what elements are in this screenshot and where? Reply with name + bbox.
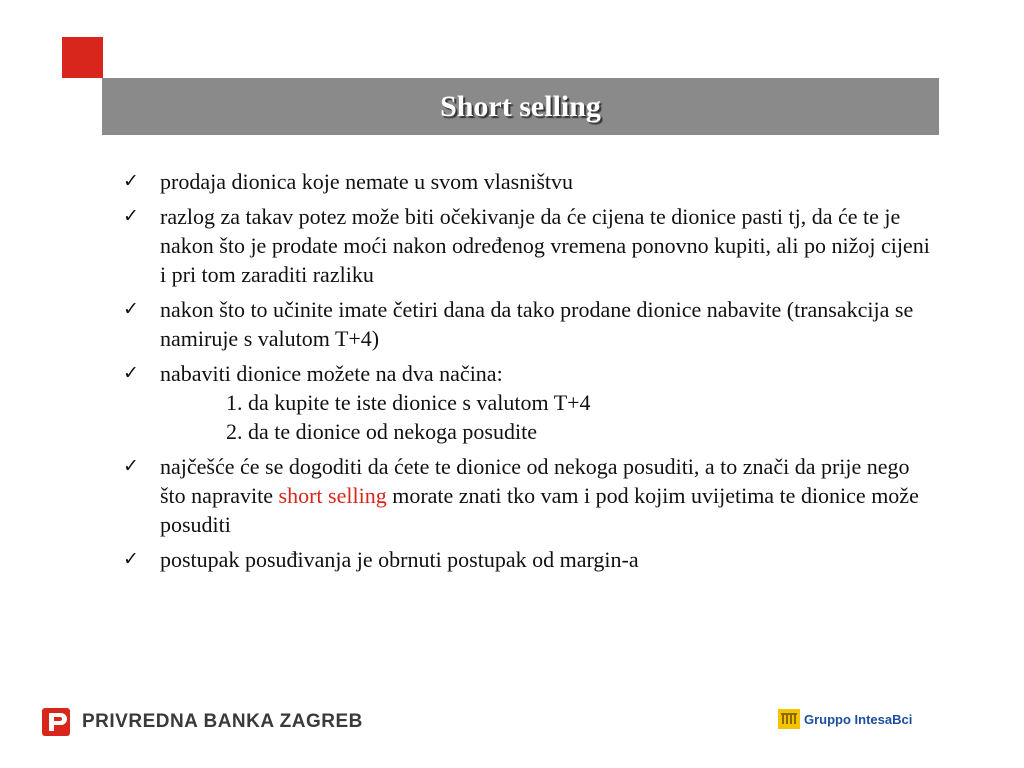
bullet-text: prodaja dionica koje nemate u svom vlasništvu [160,169,574,194]
checkmark-icon: ✓ [123,548,139,570]
bullet-item [120,202,940,289]
bullet-text: postupak posuđivanja je obrnuti postupak od margin-a [160,547,639,572]
intesa-logo-icon [778,709,800,729]
bank-name: PRIVREDNA BANKA ZAGREB [82,711,363,732]
bullet-text-after: morate znati tko vam i pod kojim uvijetima te dionice može posuditi [160,483,919,537]
bullet-item [120,545,940,574]
checkmark-icon: ✓ [123,170,139,192]
highlight-term: short selling [278,483,387,508]
checkmark-icon: ✓ [123,362,139,384]
bullet-item [120,452,940,539]
bullet-text: nabaviti dionice možete na dva načina: [160,361,503,386]
bullet-list [120,167,940,574]
pbz-logo-icon [40,706,72,738]
bullet-text: razlog za takav potez može biti očekivanje da će cijena te dionice pasti tj, da će te je nakon što je prodate moći nakon određenog vremena ponovno kupiti, ali po nižoj cijeni i pri tom zaraditi razliku [160,204,930,287]
sub-item: 2. da te dionice od nekoga posudite [226,419,537,444]
bullet-text-before: najčešće će se dogoditi da ćete te dionice od nekoga posuditi, a to znači da prije nego što napravite [160,454,910,508]
title-bar [102,78,939,135]
checkmark-icon: ✓ [123,455,139,477]
bank-branding [40,706,363,738]
decorative-red-square [62,37,103,78]
bullet-text: nakon što to učinite imate četiri dana da tako prodane dionice nabavite (transakcija se namiruje s valutom T+4) [160,297,914,351]
bullet-item [120,359,940,446]
bullet-item [120,295,940,353]
bullet-item [120,167,940,196]
sub-item: 1. da kupite te iste dionice s valutom T+4 [226,390,591,415]
checkmark-icon: ✓ [123,205,139,227]
slide-title: Short selling [440,89,601,123]
group-branding [778,709,912,729]
slide-content [120,167,940,580]
group-name: Gruppo IntesaBci [804,711,913,727]
checkmark-icon: ✓ [123,298,139,320]
